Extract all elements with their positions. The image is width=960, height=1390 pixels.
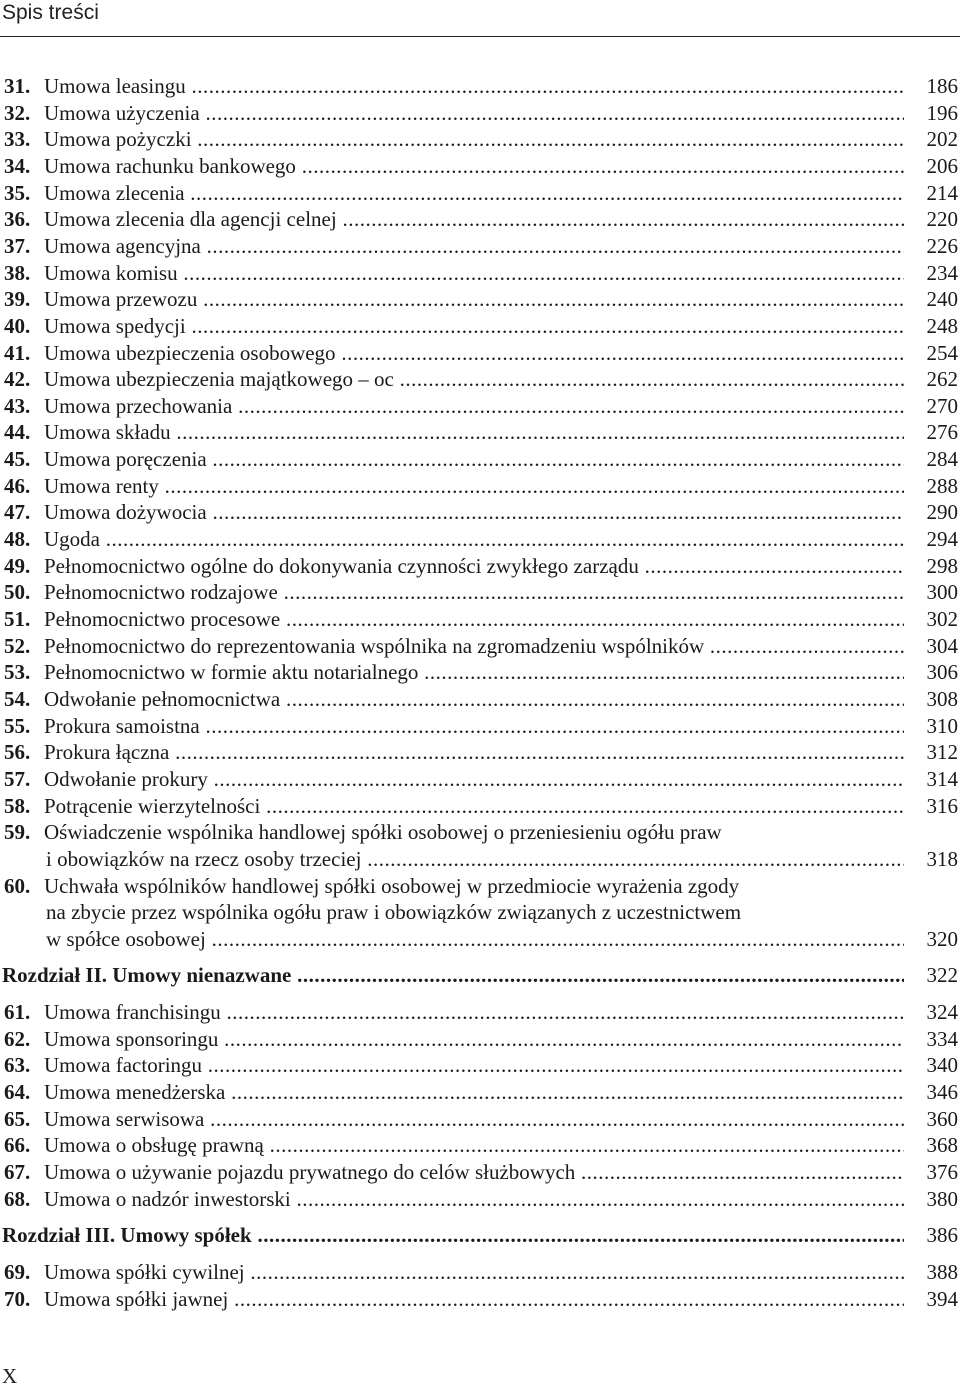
toc-entry[interactable] [0, 686, 960, 713]
toc-entry[interactable] [0, 1159, 960, 1186]
toc-entry[interactable] [0, 446, 960, 473]
toc-entry-number: 41. [4, 340, 31, 365]
toc-entry-page: 186 [926, 74, 958, 98]
toc-entry[interactable] [0, 153, 960, 180]
toc-entry-title: Umowa przechowania ..... [44, 393, 904, 420]
toc-entry-number: 50. [4, 580, 31, 605]
toc-entry-title: Umowa o nadzór inwestorski ..... [44, 1186, 904, 1213]
toc-entry[interactable] [0, 926, 960, 953]
toc-entry[interactable] [0, 713, 960, 740]
toc-entry-title: Umowa franchisingu ..... [44, 999, 904, 1026]
toc-entry-number: 69. [4, 1259, 31, 1284]
toc-entry-page: 270 [926, 393, 958, 418]
toc-entry-page: 314 [926, 766, 958, 791]
toc-entry-title: Umowa spółki cywilnej ..... [44, 1259, 904, 1286]
toc-entry-title: Pełnomocnictwo ogólne do dokonywania czynności zwykłego zarządu ..... [44, 553, 904, 580]
toc-entry-number: 67. [4, 1160, 31, 1184]
toc-entry-title: Umowa agencyjna ..... [44, 233, 904, 260]
toc-entry-number: 47. [4, 500, 31, 525]
toc-chapter-title: Rozdział III. Umowy spółek ..... [2, 1222, 904, 1249]
toc-entry[interactable] [0, 1079, 960, 1106]
toc-entry-page: 240 [926, 287, 958, 312]
toc-entry-number: 39. [4, 287, 31, 312]
toc-entry-page: 234 [926, 260, 958, 285]
toc-entry-number: 43. [4, 393, 31, 418]
toc-entry-number: 46. [4, 473, 31, 498]
toc-entry-page: 300 [926, 580, 958, 605]
toc-entry-number: 32. [4, 100, 31, 125]
toc-entry[interactable] [0, 126, 960, 153]
toc-entry[interactable] [0, 419, 960, 446]
toc-entry-title: Umowa dożywocia ..... [44, 499, 904, 526]
toc-entry-page: 334 [926, 1026, 958, 1051]
toc-entry-title: Umowa rachunku bankowego ..... [44, 153, 904, 180]
toc-entry-number: 55. [4, 713, 31, 738]
toc-entry[interactable] [0, 526, 960, 553]
toc-entry-page: 294 [926, 527, 958, 552]
toc-entry-title: Ugoda ..... [44, 526, 904, 553]
toc-entry-number: 44. [4, 420, 31, 445]
toc-entry-page: 388 [926, 1259, 958, 1284]
toc-entry-page: 386 [926, 1223, 958, 1248]
toc-entry[interactable] [0, 233, 960, 260]
toc-entry-page: 394 [926, 1286, 958, 1311]
toc-entry-title: Odwołanie pełnomocnictwa ..... [44, 686, 904, 713]
toc-entry-number: 42. [4, 367, 31, 392]
toc-entry-title: Umowa serwisowa ..... [44, 1106, 904, 1133]
toc-entry-title: i obowiązków na rzecz osoby trzeciej ..... [46, 846, 904, 873]
toc-entry-title: Umowa ubezpieczenia osobowego ..... [44, 340, 904, 367]
toc-entry-title: Umowa leasingu ..... [44, 73, 904, 100]
toc-entry-number: 60. [4, 873, 31, 898]
toc-entry-title: Umowa pożyczki ..... [44, 126, 904, 153]
toc-entry[interactable] [0, 1052, 960, 1079]
toc-entry-page: 262 [926, 367, 958, 392]
toc-entry-number: 54. [4, 686, 31, 711]
toc-entry-number: 58. [4, 793, 31, 818]
toc-entry-title: Umowa komisu ..... [44, 260, 904, 287]
toc-entry-title: Prokura łączna ..... [44, 739, 904, 766]
toc-entry-page: 324 [926, 1000, 958, 1025]
toc-entry-title: Pełnomocnictwo procesowe ..... [44, 606, 904, 633]
toc-entry[interactable] [0, 1186, 960, 1213]
toc-entry[interactable] [0, 819, 960, 846]
toc-entry-page: 312 [926, 740, 958, 765]
toc-chapter[interactable] [0, 962, 960, 989]
toc-entry[interactable] [0, 286, 960, 313]
toc-entry[interactable] [0, 553, 960, 580]
toc-entry[interactable] [0, 1106, 960, 1133]
toc-entry-title: Umowa o używanie pojazdu prywatnego do celów służbowych ..... [44, 1159, 904, 1186]
toc-entry[interactable] [0, 1286, 960, 1313]
toc-entry-page: 304 [926, 633, 958, 658]
toc-entry-number: 65. [4, 1106, 31, 1131]
toc-entry-title: Umowa renty ..... [44, 473, 904, 500]
toc-entry-number: 68. [4, 1186, 31, 1211]
toc-entry[interactable] [0, 899, 960, 926]
toc-entry-page: 320 [926, 926, 958, 951]
toc-entry-number: 61. [4, 1000, 31, 1025]
toc-entry-page: 302 [926, 607, 958, 631]
toc-entry-number: 66. [4, 1133, 31, 1158]
toc-entry-number: 52. [4, 633, 31, 658]
toc-entry-title: w spółce osobowej ..... [46, 926, 904, 953]
toc-entry-title: Umowa o obsługę prawną ..... [44, 1132, 904, 1159]
toc-entry-number: 48. [4, 527, 31, 552]
toc-entry-number: 35. [4, 180, 31, 205]
toc-entry-page: 306 [926, 660, 958, 685]
toc-entry-page: 298 [926, 553, 958, 578]
toc-entry-page: 220 [926, 207, 958, 232]
toc-entry-page: 308 [926, 686, 958, 711]
toc-entry[interactable] [0, 999, 960, 1026]
toc-entry-page: 284 [926, 447, 958, 472]
toc-entry-page: 214 [926, 180, 958, 205]
toc-entry-page: 276 [926, 420, 958, 445]
toc-entry-number: 57. [4, 766, 31, 791]
toc-entry-page: 316 [926, 793, 958, 818]
toc-entry-title: Umowa factoringu ..... [44, 1052, 904, 1079]
toc-entry-title: Umowa użyczenia ..... [44, 100, 904, 127]
toc-entry[interactable] [0, 100, 960, 127]
toc-entry[interactable] [0, 766, 960, 793]
toc-entry-title: Umowa menedżerska ..... [44, 1079, 904, 1106]
toc-entry[interactable] [0, 793, 960, 820]
toc-entry[interactable] [0, 366, 960, 393]
toc-entry-page: 254 [926, 340, 958, 365]
toc-entry[interactable] [0, 393, 960, 420]
toc-entry[interactable] [0, 260, 960, 287]
toc-chapter-title: Rozdział II. Umowy nienazwane ..... [2, 962, 904, 989]
toc-entry[interactable] [0, 1132, 960, 1159]
toc-entry-title-line: na zbycie przez wspólnika ogółu praw i obowiązków związanych z uczestnictwem [46, 900, 742, 925]
toc-entry-page: 380 [926, 1186, 958, 1211]
toc-entry-title: Umowa składu ..... [44, 419, 904, 446]
toc-entry-number: 40. [4, 313, 31, 338]
toc-entry-number: 33. [4, 127, 31, 152]
toc-entry[interactable] [0, 73, 960, 100]
toc-entry[interactable] [0, 659, 960, 686]
toc-entry[interactable] [0, 340, 960, 367]
toc-entry-title-line: Oświadczenie wspólnika handlowej spółki osobowej o przeniesieniu ogółu praw [44, 820, 722, 845]
toc-entry-number: 38. [4, 260, 31, 285]
toc-entry-title: Potrącenie wierzytelności ..... [44, 793, 904, 820]
toc-entry-number: 37. [4, 233, 31, 258]
toc-chapter[interactable] [0, 1222, 960, 1249]
toc-entry-page: 202 [926, 127, 958, 152]
toc-entry-page: 340 [926, 1053, 958, 1078]
toc-entry-page: 248 [926, 313, 958, 338]
toc-entry[interactable] [0, 206, 960, 233]
toc-entry-page: 360 [926, 1106, 958, 1131]
toc-entry-page: 318 [926, 846, 958, 871]
toc-entry-title: Odwołanie prokury ..... [44, 766, 904, 793]
toc-entry-title: Umowa sponsoringu ..... [44, 1026, 904, 1053]
toc-entry-number: 70. [4, 1286, 31, 1311]
toc-entry[interactable] [0, 633, 960, 660]
toc-entry-page: 322 [926, 963, 958, 988]
toc-entry-number: 63. [4, 1053, 31, 1078]
toc-entry-title: Pełnomocnictwo w formie aktu notarialnego ..... [44, 659, 904, 686]
toc-entry-title: Umowa ubezpieczenia majątkowego – oc ..... [44, 366, 904, 393]
toc-entry-number: 53. [4, 660, 31, 685]
toc-entry-page: 206 [926, 153, 958, 178]
toc-entry[interactable] [0, 473, 960, 500]
toc-entry-title-line: Uchwała wspólników handlowej spółki osobowej w przedmiocie wyrażenia zgody [44, 873, 740, 898]
toc-entry-page: 376 [926, 1160, 958, 1184]
toc-entry-number: 51. [4, 607, 31, 631]
toc-entry-number: 36. [4, 207, 31, 232]
toc-entry-page: 288 [926, 473, 958, 498]
toc-entry-page: 226 [926, 233, 958, 258]
toc-entry[interactable] [0, 313, 960, 340]
toc-entry[interactable] [0, 739, 960, 766]
toc-entry-page: 346 [926, 1080, 958, 1105]
toc-entry[interactable] [0, 873, 960, 900]
toc-entry-title: Umowa spółki jawnej ..... [44, 1286, 904, 1313]
page-number: X [2, 1364, 18, 1388]
toc-entry-number: 34. [4, 153, 31, 178]
toc-entry-number: 64. [4, 1080, 31, 1105]
toc-entry-number: 59. [4, 820, 31, 845]
toc-entry-title: Umowa zlecenia dla agencji celnej ..... [44, 206, 904, 233]
toc-entry-title: Umowa spedycji ..... [44, 313, 904, 340]
toc-entry-page: 290 [926, 500, 958, 525]
toc-entry-title: Umowa przewozu ..... [44, 286, 904, 313]
page-title: Spis treści [2, 1, 99, 24]
toc-entry-title: Pełnomocnictwo rodzajowe ..... [44, 579, 904, 606]
toc-entry-number: 62. [4, 1026, 31, 1051]
toc-entry[interactable] [0, 1026, 960, 1053]
toc-entry-number: 56. [4, 740, 31, 765]
toc-entry-number: 31. [4, 74, 31, 98]
toc-entry[interactable] [0, 180, 960, 207]
toc-entry[interactable] [0, 846, 960, 873]
toc-entry[interactable] [0, 1259, 960, 1286]
toc-entry-page: 310 [926, 713, 958, 738]
toc-entry-page: 196 [926, 100, 958, 125]
toc-entry-title: Umowa zlecenia ..... [44, 180, 904, 207]
toc-entry[interactable] [0, 579, 960, 606]
toc-entry-number: 49. [4, 553, 31, 578]
toc-entry-title: Prokura samoistna ..... [44, 713, 904, 740]
toc-entry[interactable] [0, 606, 960, 633]
toc-entry-title: Umowa poręczenia ..... [44, 446, 904, 473]
toc-entry[interactable] [0, 499, 960, 526]
toc-entry-title: Pełnomocnictwo do reprezentowania wspólnika na zgromadzeniu wspólników ..... [44, 633, 904, 660]
toc-entry-page: 368 [926, 1133, 958, 1158]
toc-entry-number: 45. [4, 447, 31, 472]
